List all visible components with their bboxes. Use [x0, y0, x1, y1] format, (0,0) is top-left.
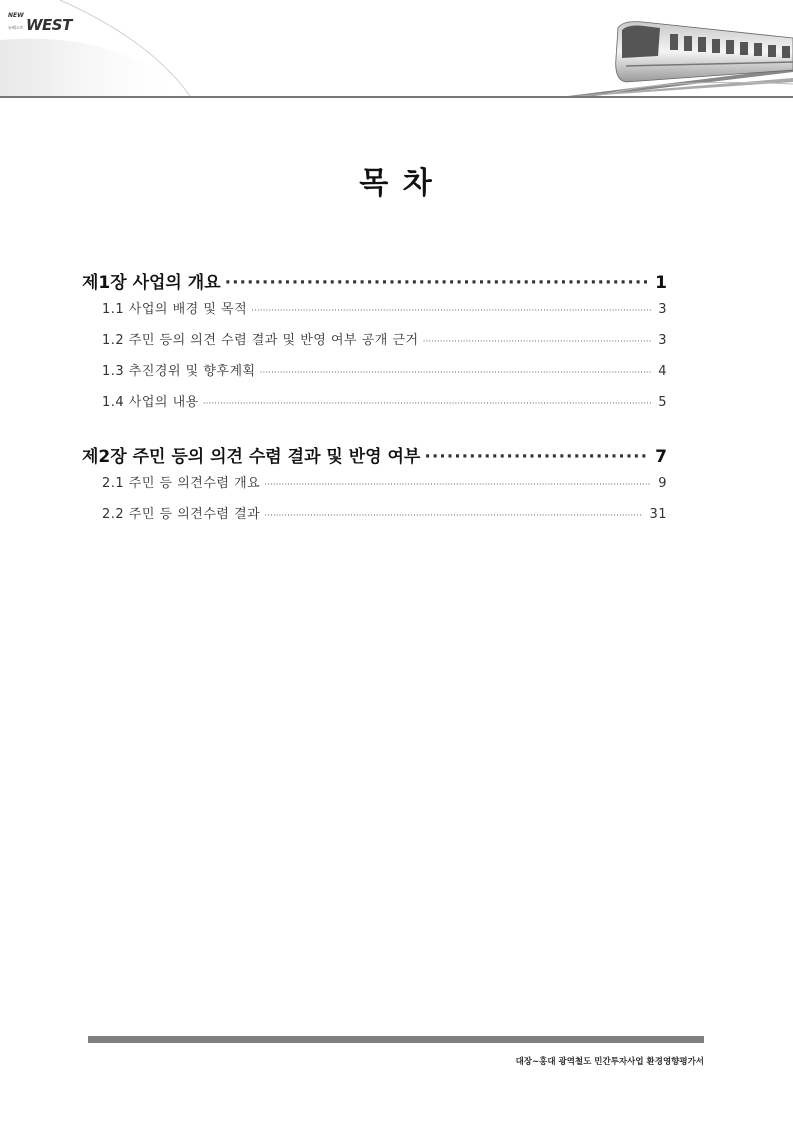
leader-dots [264, 480, 651, 490]
toc-section-label: 1.1 사업의 배경 및 목적 [102, 302, 248, 317]
toc-section-1-4[interactable] [82, 391, 667, 422]
leader-dots [203, 399, 651, 409]
leader-dots [260, 368, 651, 378]
page-header [0, 0, 793, 100]
toc-section-page: 5 [658, 395, 667, 410]
toc-section-label: 1.2 주민 등의 의견 수렴 결과 및 반영 여부 공개 근거 [102, 333, 419, 348]
toc-section-1-2[interactable] [82, 329, 667, 360]
toc-section-page: 9 [658, 476, 667, 491]
header-rule [0, 96, 793, 98]
leader-dots [225, 273, 649, 293]
toc-section-label: 2.2 주민 등 의견수렴 결과 [102, 507, 261, 522]
table-of-contents [82, 268, 667, 534]
logo-new-text: NEW [8, 12, 24, 19]
footer-title: 대장~홍대 광역철도 민간투자사업 환경영향평가서 [515, 1057, 704, 1067]
toc-chapter-2[interactable] [82, 442, 667, 472]
logo-west-text: WEST [26, 16, 72, 34]
toc-section-page: 4 [658, 364, 667, 379]
toc-section-label: 1.4 사업의 내용 [102, 395, 199, 410]
page-title: 목 차 [359, 166, 434, 201]
chapter-gap [82, 422, 667, 442]
toc-chapter-1-label: 제1장 사업의 개요 [82, 273, 221, 293]
toc-section-2-1[interactable] [82, 472, 667, 503]
train-illustration [548, 8, 793, 98]
toc-section-1-3[interactable] [82, 360, 667, 391]
toc-section-page: 3 [658, 302, 667, 317]
leader-dots [251, 306, 651, 316]
toc-section-label: 2.1 주민 등 의견수렴 개요 [102, 476, 261, 491]
toc-section-page: 31 [649, 507, 667, 522]
toc-section-2-2[interactable] [82, 503, 667, 534]
toc-section-1-1[interactable] [82, 298, 667, 329]
toc-chapter-1-page: 1 [655, 273, 667, 293]
toc-chapter-1[interactable] [82, 268, 667, 298]
toc-chapter-2-label: 제2장 주민 등의 의견 수렴 결과 및 반영 여부 [82, 447, 421, 467]
footer-bar [88, 1036, 704, 1043]
toc-section-page: 3 [658, 333, 667, 348]
leader-dots [423, 337, 651, 347]
logo-sub-text: 뉴웨스트 [8, 25, 24, 30]
toc-chapter-2-page: 7 [655, 447, 667, 467]
leader-dots [424, 447, 649, 467]
toc-section-label: 1.3 추진경위 및 향후계획 [102, 364, 256, 379]
leader-dots [264, 511, 643, 521]
